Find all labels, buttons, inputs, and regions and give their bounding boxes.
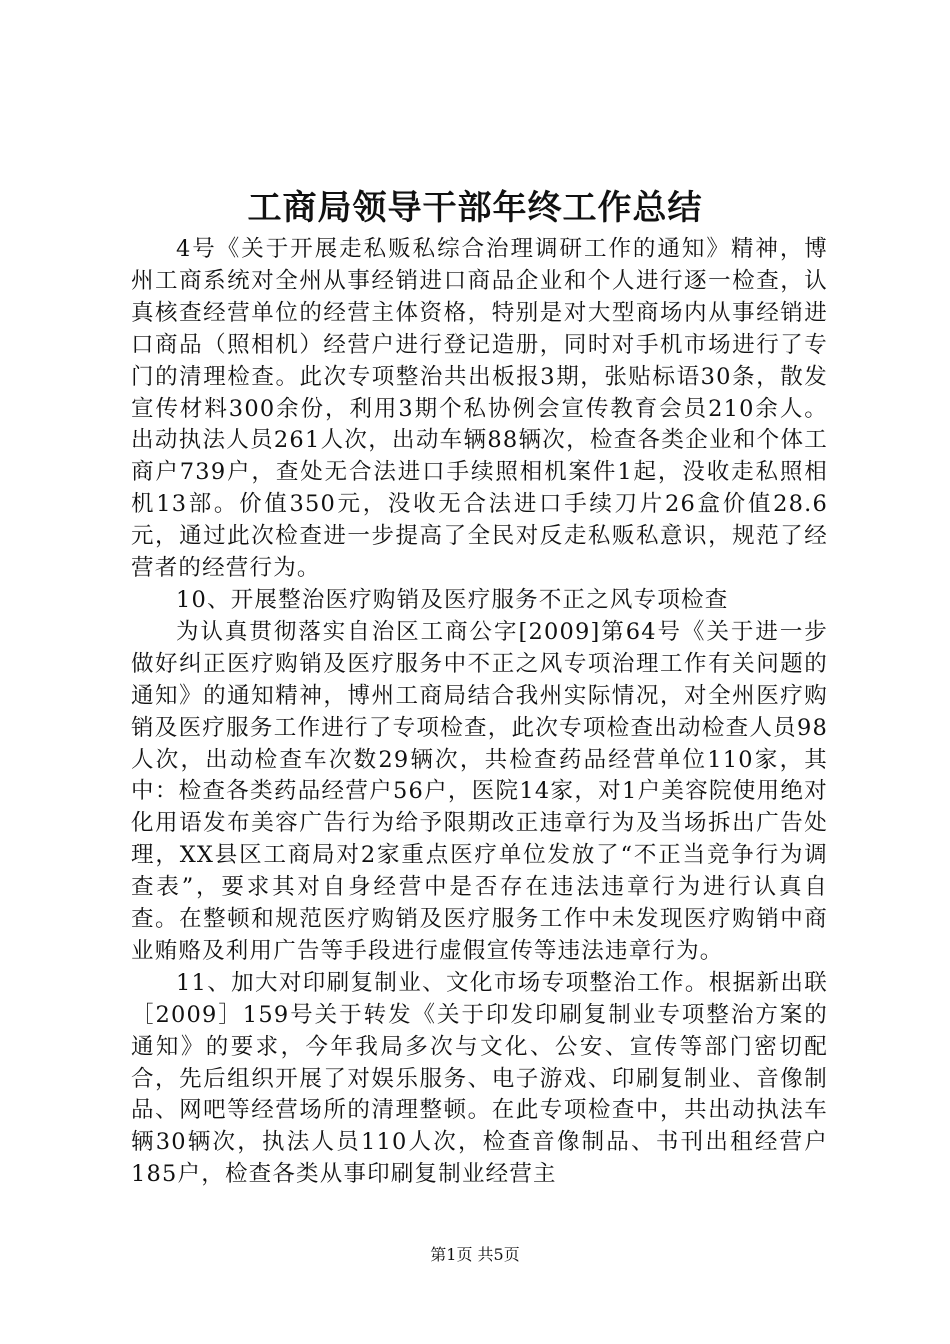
page-footer: 第1页 共5页	[430, 1245, 520, 1264]
document-body	[131, 234, 828, 1191]
paragraph: 为认真贯彻落实自治区工商公字[2009]第64号《关于进一步做好纠正医疗购销及医疗服务中不正之风专项治理工作有关问题的通知》的通知精神，博州工商局结合我州实际情况，对全州医疗购销及医疗服务工作进行了专项检查，此次专项检查出动检查人员98人次，出动检查车次数29辆次，共检查药品经营单位110家，其中：检查各类药品经营户56户，医院14家，对1户美容院使用绝对化用语发布美容广告行为给予限期改正违章行为及当场拆出广告处理，XX县区工商局对2家重点医疗单位发放了“不正当竞争行为调查表”，要求其对自身经营中是否存在违法违章行为进行认真自查。在整顿和规范医疗购销及医疗服务工作中未发现医疗购销中商业贿赂及利用广告等手段进行虚假宣传等违法违章行为。	[131, 618, 828, 964]
document-title: 工商局领导干部年终工作总结	[247, 188, 703, 228]
section-heading: 10、开展整治医疗购销及医疗服务不正之风专项检查	[176, 586, 729, 613]
paragraph: 4号《关于开展走私贩私综合治理调研工作的通知》精神，博州工商系统对全州从事经销进口商品企业和个人进行逐一检查，认真核查经营单位的经营主体资格，特别是对大型商场内从事经销进口商品（照相机）经营户进行登记造册，同时对手机市场进行了专门的清理检查。此次专项整治共出板报3期，张贴标语30条，散发宣传材料300余份，利用3期个私协例会宣传教育会员210余人。出动执法人员261人次，出动车辆88辆次，检查各类企业和个体工商户739户，查处无合法进口手续照相机案件1起，没收走私照相机13部。价值350元，没收无合法进口手续刀片26盒价值28.6元，通过此次检查进一步提高了全民对反走私贩私意识，规范了经营者的经营行为。	[131, 236, 828, 582]
paragraph: 11、加大对印刷复制业、文化市场专项整治工作。根据新出联［2009］159号关于转发《关于印发印刷复制业专项整治方案的通知》的要求，今年我局多次与文化、公安、宣传等部门密切配合，先后组织开展了对娱乐服务、电子游戏、印刷复制业、音像制品、网吧等经营场所的清理整顿。在此专项检查中，共出动执法车辆30辆次，执法人员110人次，检查音像制品、书刊出租经营户185户，检查各类从事印刷复制业经营主	[131, 969, 828, 1188]
